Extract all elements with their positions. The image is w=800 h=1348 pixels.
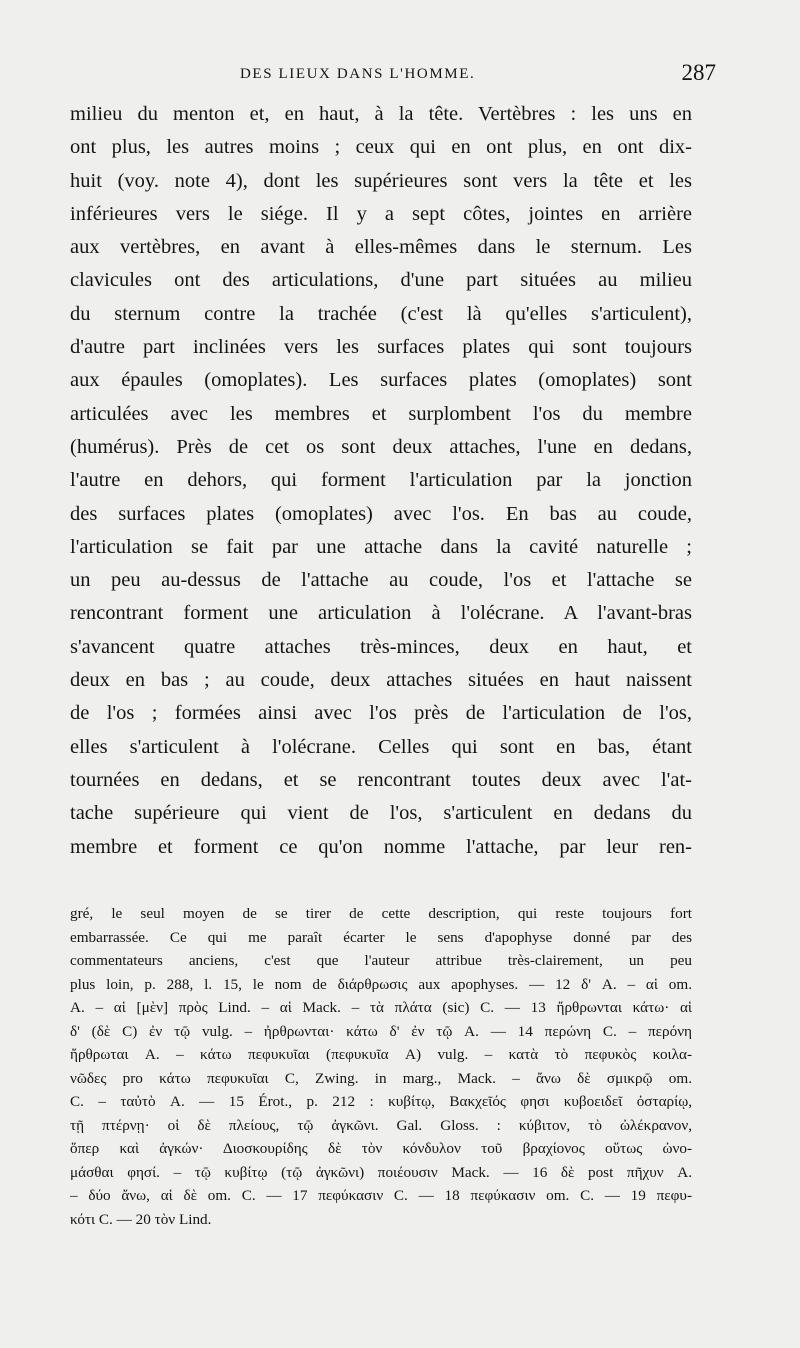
text-line: (humérus). Près de cet os sont deux attaches, l'une en dedans, bbox=[70, 435, 692, 458]
text-line: de l'os ; formées ainsi avec l'os près de l'articulation de l'os, bbox=[70, 702, 692, 725]
text-line: membre et forment ce qu'on nomme l'attache, par leur ren- bbox=[70, 835, 692, 858]
footnote-line: κότι C. — 20 τὸν Lind. bbox=[70, 1210, 212, 1228]
text-line: huit (voy. note 4), dont les supérieures sont vers la tête et les bbox=[70, 169, 692, 192]
text-line: milieu du menton et, en haut, à la tête. Vertèbres : les uns en bbox=[70, 103, 692, 125]
text-line: rencontrant forment une articulation à l'olécrane. A l'avant-bras bbox=[70, 602, 692, 625]
footnote-line: A. – αἱ [μὲν] πρὸς Lind. – αἱ Mack. – τὰ πλάτα (sic) C. — 13 ἤρθρωνται κάτω· αἱ bbox=[70, 999, 692, 1016]
text-line: elles s'articulent à l'olécrane. Celles qui sont en bas, étant bbox=[70, 735, 692, 758]
footnote-line: ὅπερ καὶ ἀγκών· Διοσκουρίδης δὲ τὸν κόνδυλον τοῦ βραχίονος οὕτως ὠνο- bbox=[70, 1140, 692, 1157]
footnote-line: commentateurs anciens, c'est que l'auteur attribue très-clairement, un peu bbox=[70, 952, 692, 969]
footnote-line: νῶδες pro κάτω πεφυκυῖαι C, Zwing. in marg., Mack. – ἄνω δὲ σμικρῷ om. bbox=[70, 1069, 692, 1087]
footnote-line: μάσθαι φησί. – τῷ κυβίτῳ (τῷ ἀγκῶνι) ποιέουσιν Mack. — 16 δὲ post πῆχυν A. bbox=[70, 1163, 692, 1181]
text-line: tournées en dedans, et se rencontrant toutes deux avec l'at- bbox=[70, 768, 692, 791]
footnote-line: embarrassée. Ce qui me paraît écarter le sens d'apophyse donné par des bbox=[70, 928, 692, 946]
text-line: un peu au-dessus de l'attache au coude, l'os et l'attache se bbox=[70, 569, 692, 592]
text-line: l'autre en dehors, qui forment l'articulation par la jonction bbox=[70, 469, 692, 492]
running-head bbox=[240, 60, 716, 92]
footnote-line: gré, le seul moyen de se tirer de cette description, qui reste toujours fort bbox=[70, 905, 692, 922]
text-line: aux vertèbres, en avant à elles-mêmes dans le sternum. Les bbox=[70, 236, 692, 259]
page-number: 287 bbox=[681, 60, 716, 85]
text-line: des surfaces plates (omoplates) avec l'os. En bas au coude, bbox=[70, 502, 692, 525]
text-line: clavicules ont des articulations, d'une part situées au milieu bbox=[70, 269, 692, 292]
text-line: d'autre part inclinées vers les surfaces plates qui sont toujours bbox=[70, 336, 692, 359]
text-line: s'avancent quatre attaches très-minces, deux en haut, et bbox=[70, 635, 692, 658]
text-line: aux épaules (omoplates). Les surfaces plates (omoplates) sont bbox=[70, 369, 692, 392]
footnote-line: ἤρθρωται A. – κάτω πεφυκυῖαι (πεφυκυῖα A) vulg. – κατὰ τὸ πεφυκὸς κοιλα- bbox=[70, 1046, 692, 1063]
text-line: ont plus, les autres moins ; ceux qui en ont plus, en ont dix- bbox=[70, 136, 692, 159]
main-text bbox=[70, 98, 692, 864]
footnote-line: δ' (δὲ C) ἐν τῷ vulg. – ἠρθρωνται· κάτω δ' ἐν τῷ A. — 14 περώνη C. – περόνη bbox=[70, 1022, 692, 1040]
footnote-line: – δύο ἄνω, αἱ δὲ om. C. — 17 πεφύκασιν C. — 18 πεφύκασιν om. C. — 19 πεφυ- bbox=[70, 1187, 692, 1204]
footnote-line: τῇ πτέρνῃ· οἱ δὲ πλείους, τῷ ἀγκῶνι. Gal. Gloss. : κύβιτον, τὸ ὠλέκρανον, bbox=[70, 1116, 692, 1134]
text-line: du sternum contre la trachée (c'est là qu'elles s'articulent), bbox=[70, 302, 692, 325]
text-line: tache supérieure qui vient de l'os, s'articulent en dedans du bbox=[70, 802, 692, 825]
running-title: DES LIEUX DANS L'HOMME. bbox=[240, 66, 476, 82]
text-line: inférieures vers le siége. Il y a sept côtes, jointes en arrière bbox=[70, 202, 692, 225]
text-line: deux en bas ; au coude, deux attaches situées en haut naissent bbox=[70, 669, 692, 692]
footnote-line: C. – ταὐτὸ A. — 15 Érot., p. 212 : κυβίτῳ, Βακχεῖός φησι κυβοειδεῖ ὀσταρίῳ, bbox=[70, 1093, 692, 1110]
footnote-line: plus loin, p. 288, l. 15, le nom de διάρθρωσις aux apophyses. — 12 δ' A. – αἱ om. bbox=[70, 975, 692, 993]
text-line: articulées avec les membres et surplombent l'os du membre bbox=[70, 402, 692, 425]
text-line: l'articulation se fait par une attache dans la cavité naturelle ; bbox=[70, 535, 692, 558]
footnotes bbox=[70, 902, 692, 1231]
